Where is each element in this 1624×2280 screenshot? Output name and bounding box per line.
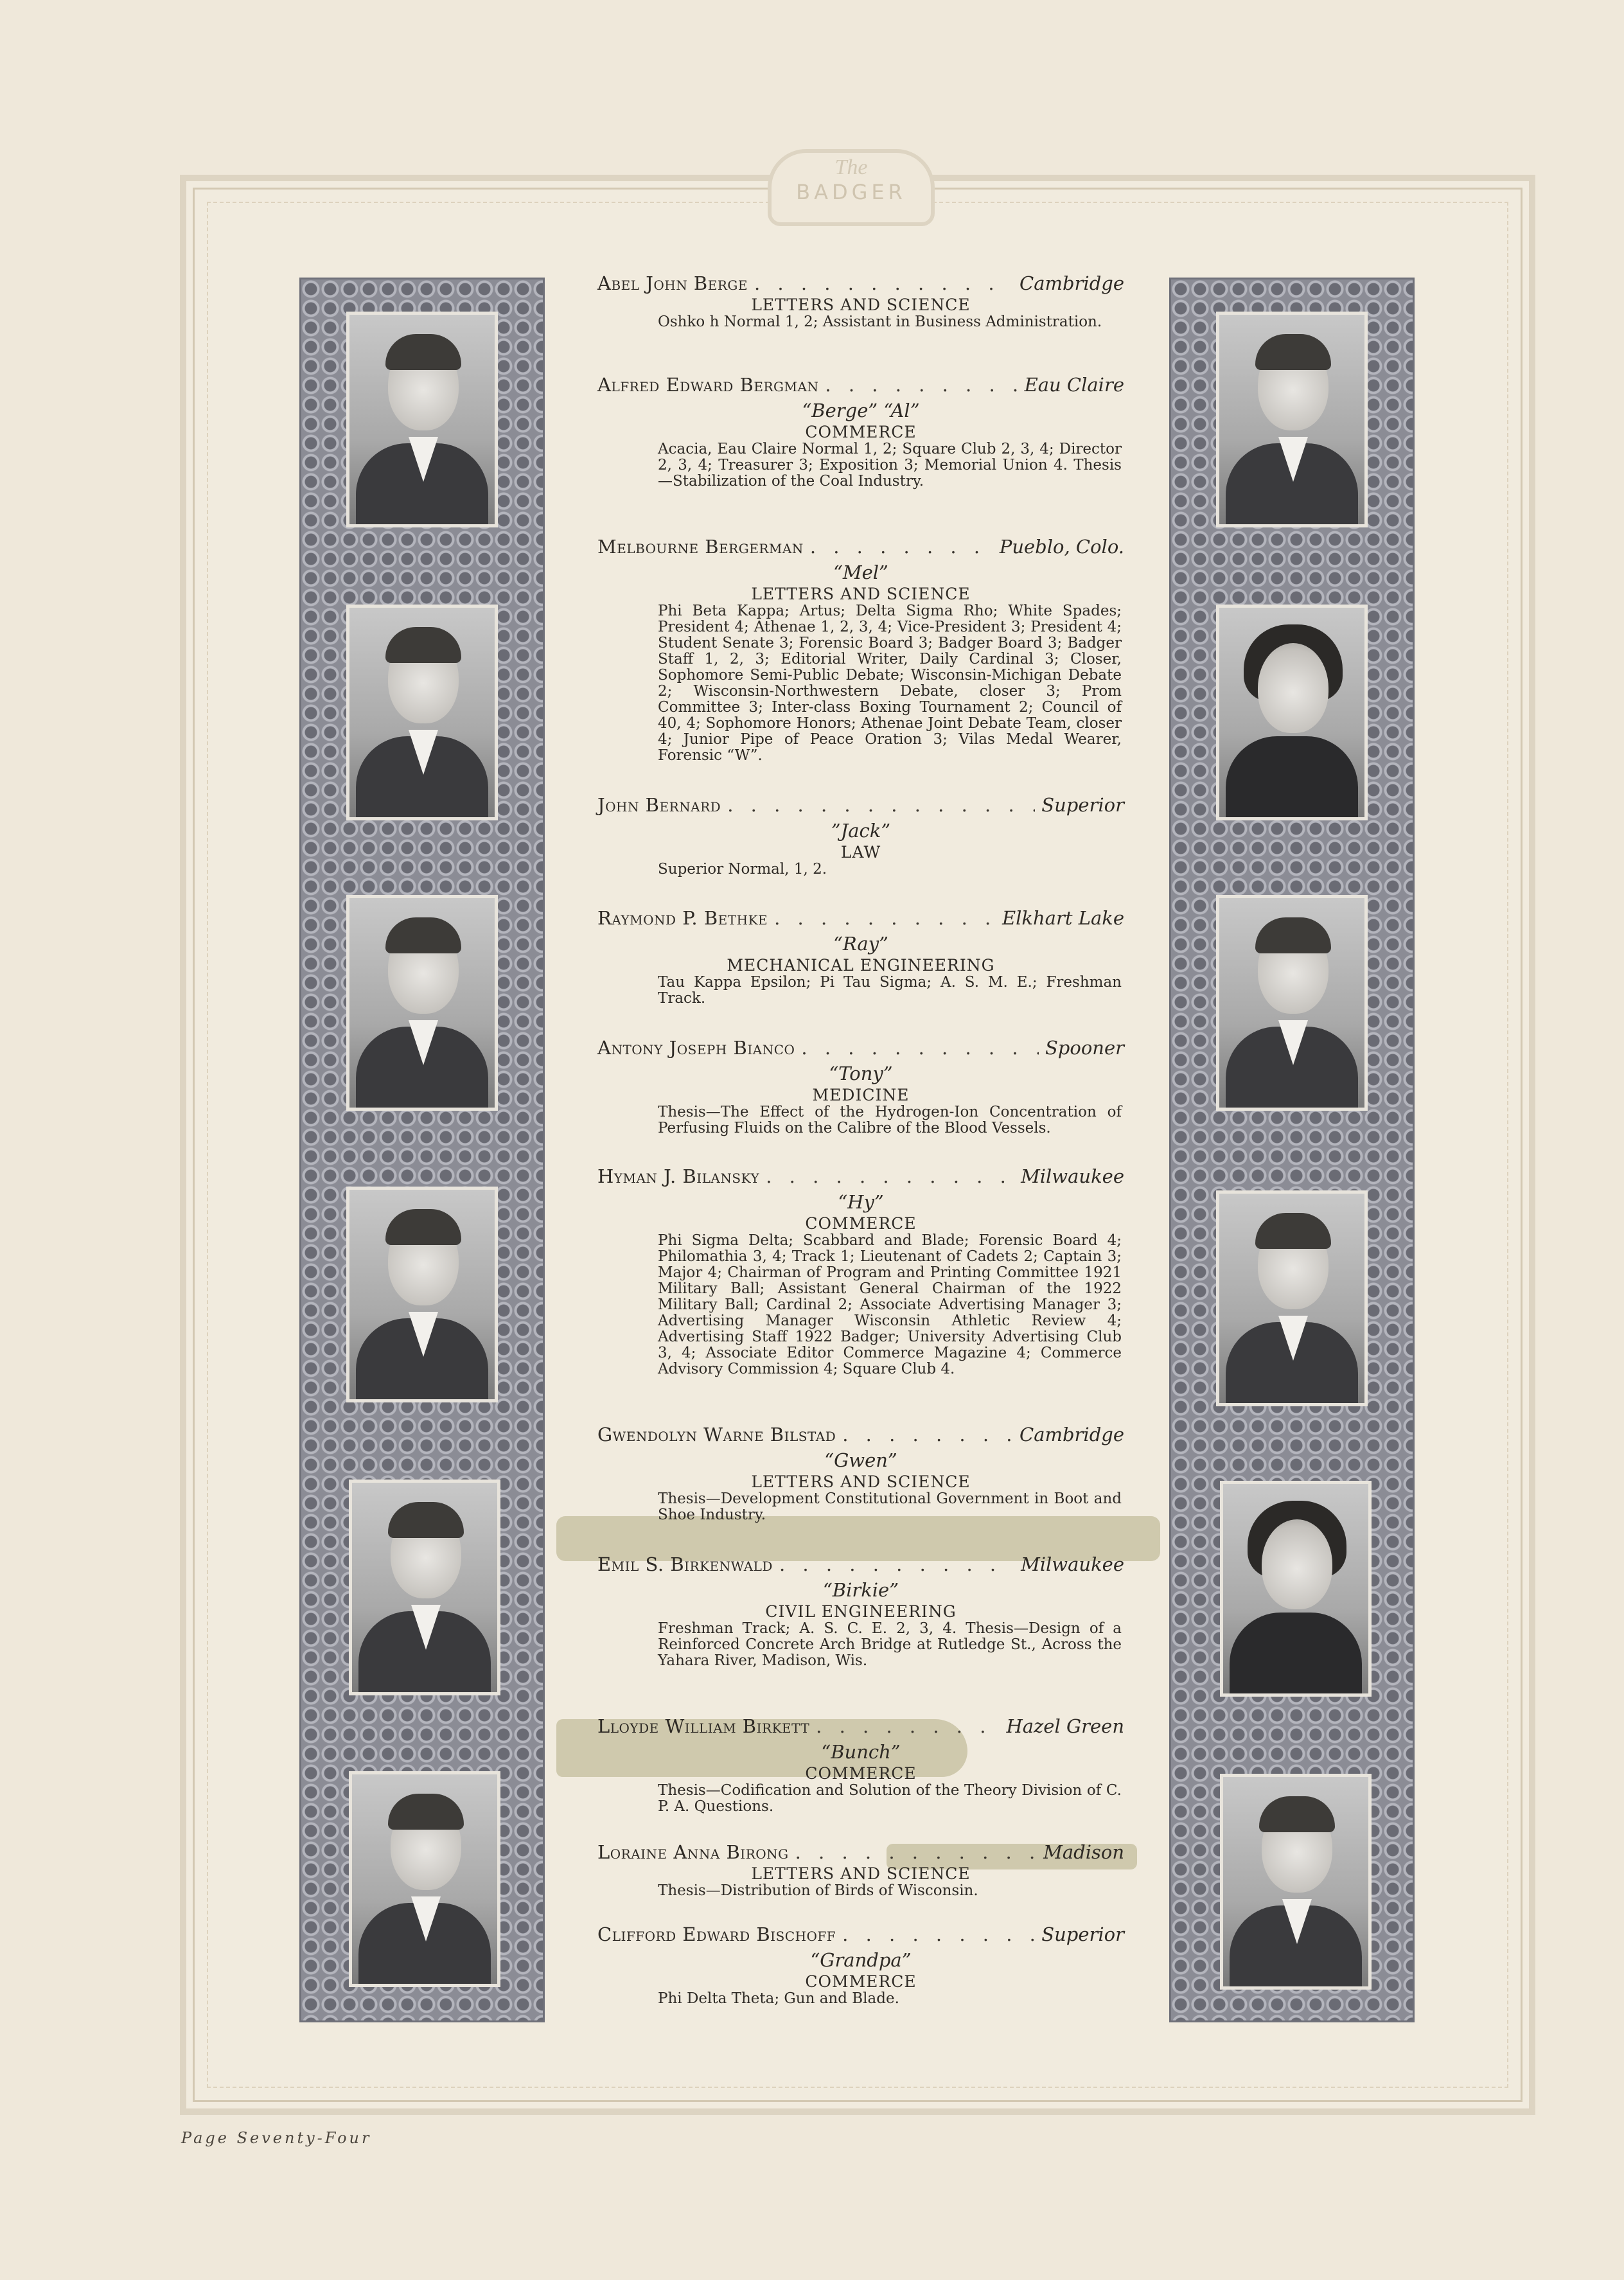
student-activities: Thesis—Codification and Solution of the Theory Division of C. P. A. Questions. [658, 1782, 1122, 1815]
logo-name: BADGER [796, 180, 906, 204]
student-school: COMMERCE [805, 423, 917, 441]
student-nickname: “Bunch” [821, 1741, 901, 1763]
student-activities: Thesis—Distribution of Birds of Wisconsin. [658, 1882, 978, 1899]
student-hometown: Elkhart Lake [1002, 907, 1124, 929]
student-nickname: ”Jack” [831, 820, 891, 842]
student-activities: Phi Sigma Delta; Scabbard and Blade; Forensic Board 4; Philomathia 3, 4; Track 1; Lieutenant of Cadets 2; Captain 3; Major 4; Chairman of Program and Printing Committee 1921 Military Ball; Assistant General Chairman of the 1922 Military Ball; Cardinal 2; Associate Advertising Manager 3; Advertising Manager Wisconsin Athletic Review 4; Advertising Staff 1922 Badger; University Advertising Club 3, 4; Associate Editor Commerce Magazine 4; Commerce Advisory Commission 4; Square Club 4. [658, 1232, 1122, 1377]
left-portrait-column [299, 278, 545, 2022]
portrait-photo [346, 312, 498, 527]
student-school: LETTERS AND SCIENCE [751, 1472, 971, 1491]
student-activities: Tau Kappa Epsilon; Pi Tau Sigma; A. S. M. E.; Freshman Track. [658, 974, 1122, 1007]
student-hometown: Pueblo, Colo. [999, 536, 1124, 558]
student-school: COMMERCE [805, 1764, 917, 1783]
portrait-photo [1216, 312, 1368, 527]
student-entry [597, 272, 1124, 330]
student-entry [597, 1165, 1124, 1377]
student-nickname: “Berge” “Al” [802, 400, 920, 421]
student-activities: Superior Normal, 1, 2. [658, 861, 827, 878]
portrait-photo [1216, 895, 1368, 1111]
student-entry [597, 1923, 1124, 2007]
student-name: Gwendolyn Warne Bilstad [597, 1424, 836, 1445]
student-activities: Phi Delta Theta; Gun and Blade. [658, 1990, 899, 2007]
portrait-photo [346, 895, 498, 1111]
student-activities: Oshko h Normal 1, 2; Assistant in Business Administration. [658, 314, 1102, 330]
student-activities: Freshman Track; A. S. C. E. 2, 3, 4. Thesis—Design of a Reinforced Concrete Arch Bridge at Rutledge St., Across the Yahara River, Madison, Wis. [658, 1620, 1122, 1669]
student-nickname: “Tony” [829, 1063, 893, 1084]
student-entry [597, 907, 1124, 1007]
student-entry [597, 1424, 1124, 1523]
portrait-photo [1220, 1481, 1372, 1697]
student-hometown: Milwaukee [1021, 1165, 1124, 1187]
student-nickname: “Grandpa” [810, 1949, 912, 1971]
page-number: Page Seventy-Four [181, 2129, 372, 2147]
student-name: Hyman J. Bilansky [597, 1165, 760, 1187]
student-school: LETTERS AND SCIENCE [751, 585, 971, 603]
student-name: Alfred Edward Bergman [597, 374, 819, 396]
logo-the: The [834, 155, 868, 179]
student-name: Lloyde William Birkett [597, 1715, 810, 1737]
portrait-photo [349, 1480, 500, 1695]
student-nickname: “Birkie” [822, 1579, 899, 1601]
student-school: LETTERS AND SCIENCE [751, 296, 971, 314]
student-hometown: Milwaukee [1021, 1553, 1124, 1575]
student-hometown: Eau Claire [1024, 374, 1124, 396]
student-entry [597, 1715, 1124, 1815]
student-name: Emil S. Birkenwald [597, 1553, 773, 1575]
student-name: Clifford Edward Bischoff [597, 1923, 836, 1945]
portrait-photo [349, 1771, 500, 1987]
student-hometown: Cambridge [1019, 1424, 1124, 1445]
student-entry [597, 1553, 1124, 1669]
portrait-photo [346, 605, 498, 820]
student-school: COMMERCE [805, 1972, 917, 1991]
student-activities: Thesis—The Effect of the Hydrogen-Ion Concentration of Perfusing Fluids on the Calibre of the Blood Vessels. [658, 1104, 1122, 1136]
student-name: Raymond P. Bethke [597, 907, 768, 929]
student-name: Melbourne Bergerman [597, 536, 804, 558]
student-school: MECHANICAL ENGINEERING [727, 956, 995, 975]
portrait-photo [1220, 1774, 1372, 1990]
portrait-photo [346, 1187, 498, 1402]
student-hometown: Madison [1043, 1841, 1124, 1863]
student-hometown: Cambridge [1019, 272, 1124, 294]
student-nickname: “Mel” [833, 561, 888, 583]
student-hometown: Hazel Green [1006, 1715, 1124, 1737]
student-activities: Acacia, Eau Claire Normal 1, 2; Square Club 2, 3, 4; Director 2, 3, 4; Treasurer 3; Exposition 3; Memorial Union 4. Thesis—Stabilization of the Coal Industry. [658, 441, 1122, 490]
student-school: LETTERS AND SCIENCE [751, 1864, 971, 1883]
student-nickname: “Hy” [838, 1191, 884, 1213]
student-school: MEDICINE [812, 1086, 910, 1104]
student-entry [597, 1841, 1124, 1899]
student-activities: Phi Beta Kappa; Artus; Delta Sigma Rho; White Spades; President 4; Athenae 1, 2, 3, 4; Vice-President 3; President 4; Student Senate 3; Forensic Board 3; Badger Board 3; Badger Staff 1, 2, 3; Editorial Writer, Daily Cardinal 3; Closer, Sophomore Semi-Public Debate; Wisconsin-Michigan Debate 2; Wisconsin-Northwestern Debate, closer 3; Prom Committee 3; Inter-class Boxing Tournament 2; Council of 40, 4; Sophomore Honors; Athenae Joint Debate Team, closer 4; Junior Pipe of Peace Oration 3; Vilas Medal Wearer, Forensic “W”. [658, 603, 1122, 764]
student-entry [597, 1037, 1124, 1136]
student-school: CIVIL ENGINEERING [765, 1602, 957, 1621]
student-entry [597, 374, 1124, 490]
portrait-photo [1216, 605, 1368, 820]
student-name: Antony Joseph Bianco [597, 1037, 795, 1059]
student-nickname: “Ray” [833, 933, 888, 955]
student-hometown: Spooner [1045, 1037, 1124, 1059]
student-hometown: Superior [1041, 1923, 1124, 1945]
portrait-photo [1216, 1190, 1368, 1406]
student-nickname: “Gwen” [824, 1449, 897, 1471]
student-entry [597, 794, 1124, 878]
student-entry [597, 536, 1124, 764]
student-hometown: Superior [1041, 794, 1124, 816]
student-name: Abel John Berge [597, 272, 748, 294]
student-school: LAW [840, 843, 881, 862]
student-name: Loraine Anna Birong [597, 1841, 789, 1863]
student-school: COMMERCE [805, 1214, 917, 1233]
student-name: John Bernard [597, 794, 721, 816]
badger-logo [768, 149, 935, 226]
student-activities: Thesis—Development Constitutional Government in Boot and Shoe Industry. [658, 1490, 1122, 1523]
right-portrait-column [1169, 278, 1415, 2022]
